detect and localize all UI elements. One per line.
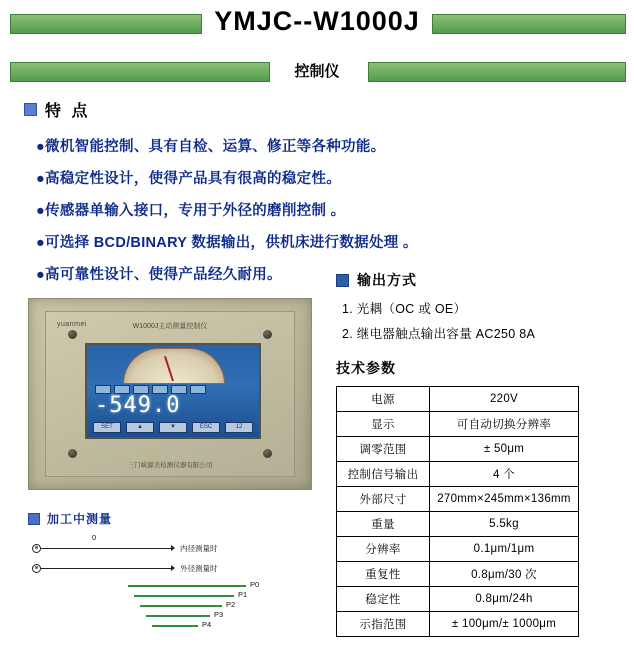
table-row — [337, 437, 579, 462]
screen-button: ▲ — [126, 422, 154, 433]
page-header — [0, 0, 634, 90]
output-heading — [336, 270, 608, 290]
features-heading — [24, 98, 604, 121]
spec-key: 调零范围 — [337, 437, 430, 462]
device-brand-label: yuanmei — [57, 321, 87, 328]
screw-icon — [68, 449, 77, 458]
spec-key: 稳定性 — [337, 587, 430, 612]
diagram-point-label: P3 — [214, 610, 224, 619]
screen-reading-value: -549.0 — [95, 393, 181, 418]
spec-key: 控制信号输出 — [337, 462, 430, 487]
spec-value: ± 100μm/± 1000μm — [430, 612, 579, 637]
spec-value: 0.8μm/24h — [430, 587, 579, 612]
diagram-bar — [134, 595, 234, 597]
spec-value: 0.1μm/1μm — [430, 537, 579, 562]
device-screen — [85, 343, 261, 439]
analog-gauge-icon — [123, 348, 225, 384]
screw-icon — [263, 330, 272, 339]
list-item: ●高可靠性设计、使得产品经久耐用。 — [36, 267, 282, 283]
diagram-heading-label: 加工中测量 — [47, 512, 113, 526]
table-row — [337, 512, 579, 537]
spec-key: 示指范围 — [337, 612, 430, 637]
diagram-bar — [140, 605, 222, 607]
screen-button-row — [93, 422, 253, 433]
diagram-point-label: P0 — [250, 580, 260, 589]
list-item: ●可选择 BCD/BINARY 数据输出，供机床进行数据处理 。 — [36, 235, 418, 251]
device-manufacturer-label: 三门峡源美检测仪器有限公司 — [127, 462, 213, 469]
list-item: ●高稳定性设计，使得产品具有很高的稳定性。 — [36, 171, 342, 187]
segment-cell — [190, 385, 206, 394]
specs-table — [336, 386, 579, 637]
spec-value: 220V — [430, 387, 579, 412]
diagram-bar — [128, 585, 246, 587]
table-row — [337, 587, 579, 612]
page-subtitle: 控制仪 — [294, 63, 340, 80]
page-title: YMJC--W1000J — [214, 6, 420, 36]
table-row — [337, 562, 579, 587]
list-item: ●传感器单输入接口，专用于外径的磨削控制 。 — [36, 203, 346, 219]
diagram-node-icon: ⊕ — [32, 564, 41, 573]
spec-key: 重复性 — [337, 562, 430, 587]
diagram-body — [28, 533, 320, 637]
spec-key: 外部尺寸 — [337, 487, 430, 512]
table-row — [337, 537, 579, 562]
list-item: 1. 光耦（OC 或 OE） — [342, 302, 467, 316]
table-row — [337, 487, 579, 512]
output-heading-label: 输出方式 — [357, 272, 417, 288]
screen-button: SET — [93, 422, 121, 433]
blue-square-icon — [336, 274, 349, 287]
spec-value: 可自动切换分辨率 — [430, 412, 579, 437]
diagram-line — [41, 548, 171, 549]
spec-value: 4 个 — [430, 462, 579, 487]
diagram-zero-label: 0 — [92, 533, 97, 542]
screen-button: ESC — [192, 422, 220, 433]
spec-key: 分辨率 — [337, 537, 430, 562]
features-heading-label: 特 点 — [45, 103, 91, 120]
screen-button: 12 — [225, 422, 253, 433]
spec-value: ± 50μm — [430, 437, 579, 462]
table-row — [337, 462, 579, 487]
diagram-line — [41, 568, 171, 569]
device-photo — [28, 298, 312, 490]
spec-value: 5.5kg — [430, 512, 579, 537]
diagram-inner-label: 内径测量时 — [180, 544, 218, 553]
spec-value: 0.8μm/30 次 — [430, 562, 579, 587]
spec-value: 270mm×245mm×136mm — [430, 487, 579, 512]
lower-section — [0, 262, 634, 647]
diagram-bar — [152, 625, 198, 627]
right-column — [336, 270, 608, 637]
diagram-point-label: P4 — [202, 620, 212, 629]
blue-square-icon — [24, 103, 37, 116]
spec-key: 重量 — [337, 512, 430, 537]
screw-icon — [263, 449, 272, 458]
diagram-node-icon: ⊕ — [32, 544, 41, 553]
screw-icon — [68, 330, 77, 339]
spec-key: 电源 — [337, 387, 430, 412]
diagram-point-label: P1 — [238, 590, 248, 599]
screen-button: ▼ — [159, 422, 187, 433]
output-list — [342, 299, 608, 342]
list-item: ●微机智能控制、具有自检、运算、修正等各种功能。 — [36, 139, 386, 155]
specs-title: 技术参数 — [336, 360, 396, 376]
diagram-point-label: P2 — [226, 600, 236, 609]
diagram-arrow-icon — [171, 545, 175, 551]
diagram-bar — [146, 615, 210, 617]
blue-square-icon — [28, 513, 40, 525]
measurement-diagram — [28, 510, 320, 640]
diagram-outer-label: 外径测量时 — [180, 564, 218, 573]
table-row — [337, 412, 579, 437]
spec-key: 显示 — [337, 412, 430, 437]
device-model-label: W1000J主动测量控制仪 — [132, 323, 208, 330]
table-row — [337, 387, 579, 412]
table-row — [337, 612, 579, 637]
diagram-arrow-icon — [171, 565, 175, 571]
diagram-heading — [28, 510, 320, 527]
list-item: 2. 继电器触点输出容量 AC250 8A — [342, 327, 536, 341]
